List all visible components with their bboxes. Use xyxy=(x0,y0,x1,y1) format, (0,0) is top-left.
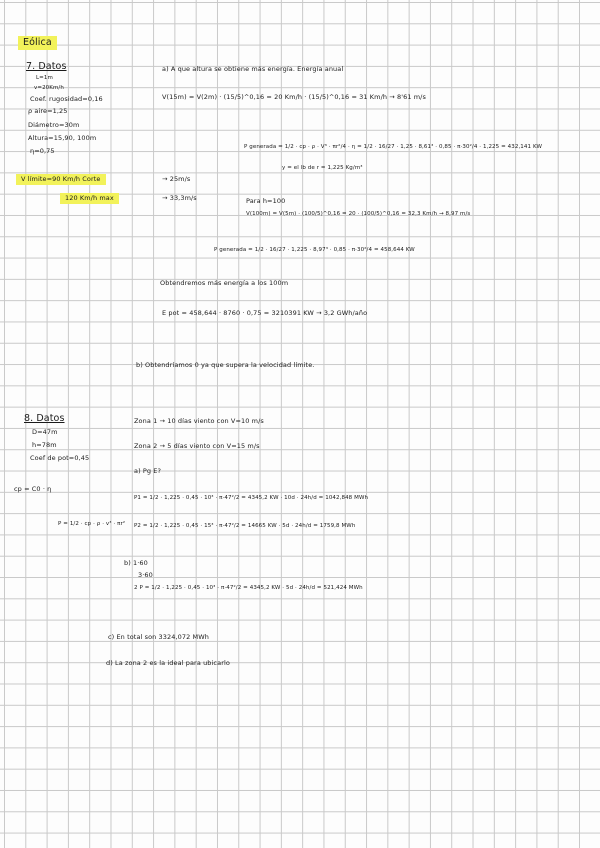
v-conversion: → 25m/s xyxy=(162,175,191,183)
height-100-label: Para h=100 xyxy=(246,197,286,205)
data-item: ρ aire=1,25 xyxy=(28,107,68,115)
v-conversion: → 33,3m/s xyxy=(162,194,197,202)
page-title: Eólica xyxy=(18,36,57,50)
v-limit-cut: V límite=90 Km/h Corte xyxy=(16,174,106,185)
data-item: η=0,75 xyxy=(30,147,55,155)
v-limit-max: 120 Km/h max xyxy=(60,193,119,204)
power-formula: P = 1/2 · cp · ρ · v³ · πr² xyxy=(58,521,126,527)
data-item: L=1m xyxy=(36,75,53,81)
conclusion-height: Obtendremos más energía a los 100m xyxy=(160,279,289,287)
equation-p-generated-100: P generada = 1/2 · 16/27 · 1,225 · 8,97³ · 0,85 · π·30²/4 = 458,644 KW xyxy=(214,247,415,253)
zona-1: Zona 1 → 10 días viento con V=10 m/s xyxy=(134,417,264,425)
equation-v15: V(15m) = V(2m) · (15/5)^0,16 = 20 Km/h · (15/5)^0,16 = 31 Km/h → 8'61 m/s xyxy=(162,93,426,101)
problem-8-heading: 8. Datos xyxy=(24,413,65,424)
equation-energy: E pot = 458,644 · 8760 · 0,75 = 3210391 KW → 3,2 GWh/año xyxy=(162,309,368,317)
equation-v100: V(100m) = V(5m) · (100/5)^0,16 = 20 · (100/5)^0,16 = 32,3 Km/h → 8,97 m/s xyxy=(246,211,471,217)
data-item: Altura=15,90, 100m xyxy=(28,134,97,142)
cp-formula: cp = C0 · η xyxy=(14,485,52,493)
data-item: Coef de pot=0,45 xyxy=(30,454,90,462)
part-a-question: a) Pg E? xyxy=(134,467,162,475)
equation-p1: P1 = 1/2 · 1,225 · 0,45 · 10³ · π·47²/2 = 4345,2 KW · 10d · 24h/d = 1042,848 MWh xyxy=(134,495,369,501)
data-item: h=78m xyxy=(32,441,57,449)
part-c-answer: c) En total son 3324,072 MWh xyxy=(108,633,209,641)
equation-part-b: 2 P = 1/2 · 1,225 · 0,45 · 10³ · π·47²/2 = 4345,2 KW · 5d · 24h/d = 521,424 MWh xyxy=(134,585,363,591)
zona-2: Zona 2 → 5 días viento con V=15 m/s xyxy=(134,442,260,450)
data-item: Coef. rugosidad=0,16 xyxy=(30,95,103,103)
part-b-value: 3·60 xyxy=(138,571,153,579)
part-b-answer: b) Obtendríamos 0 ya que supera la velocidad límite. xyxy=(136,361,315,369)
part-a-question: a) A que altura se obtiene más energía. Energía anual xyxy=(162,65,344,73)
data-item: Diámetro=30m xyxy=(28,121,80,129)
equation-p-generated: P generada = 1/2 · cp · ρ · V³ · πr²/4 · η = 1/2 · 16/27 · 1,25 · 8,61³ · 0,85 · π·30²/4 · 1,225 = 432,141 KW xyxy=(244,144,542,150)
air-density-note: y = el lb de r = 1,225 Kg/m³ xyxy=(282,165,363,171)
problem-7-heading: 7. Datos xyxy=(26,61,67,72)
part-d-answer: d) La zona 2 es la ideal para ubicarlo xyxy=(106,659,230,667)
equation-p2: P2 = 1/2 · 1,225 · 0,45 · 15³ · π·47²/2 = 14665 KW · 5d · 24h/d = 1759,8 MWh xyxy=(134,523,356,529)
data-item: D=47m xyxy=(32,428,58,436)
part-b-label: b) 1·60 xyxy=(124,559,148,567)
data-item: v=20Km/h xyxy=(34,85,64,91)
